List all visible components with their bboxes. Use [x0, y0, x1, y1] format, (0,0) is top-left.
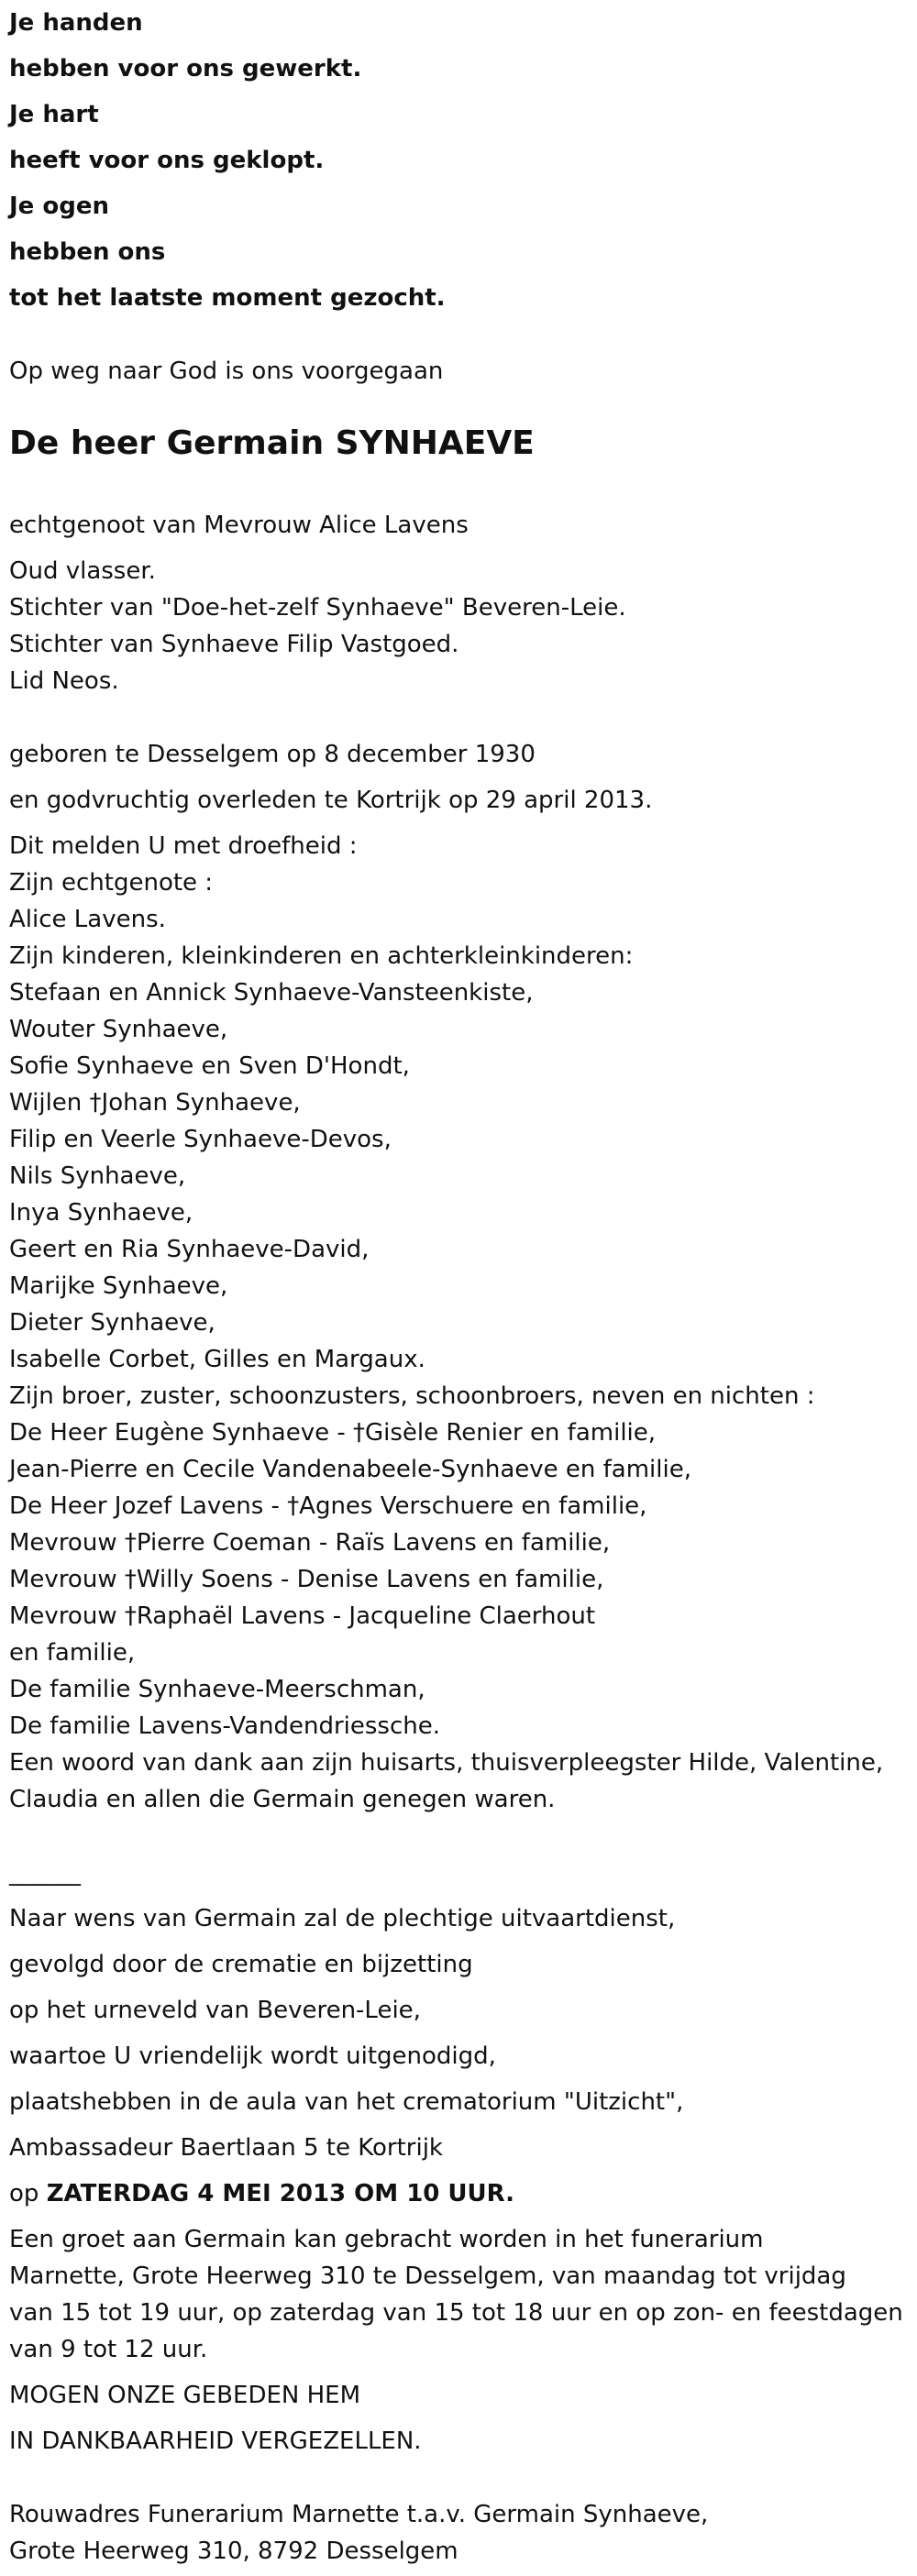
role-line: Lid Neos.: [9, 667, 119, 695]
family-line: Geert en Ria Synhaeve-David,: [9, 1236, 370, 1263]
poem-line: heeft voor ons geklopt.: [9, 147, 325, 174]
family-line: Dit melden U met droefheid :: [9, 832, 358, 860]
poem-line: Je ogen: [9, 193, 109, 220]
role-line: Stichter van Synhaeve Filip Vastgoed.: [9, 631, 459, 658]
family-line: Claudia en allen die Germain genegen waren.: [9, 1786, 556, 1813]
family-line: De Heer Eugène Synhaeve - †Gisèle Renier en familie,: [9, 1419, 657, 1447]
family-line: Een woord van dank aan zijn huisarts, thuisverpleegster Hilde, Valentine,: [9, 1749, 884, 1777]
family-line: De familie Lavens-Vandendriessche.: [9, 1712, 441, 1740]
birth-line: geboren te Desselgem op 8 december 1930: [9, 741, 536, 768]
funeral-date-prefix: op: [9, 2180, 47, 2207]
family-line: Dieter Synhaeve,: [9, 1309, 215, 1337]
family-line: Sofie Synhaeve en Sven D'Hondt,: [9, 1052, 410, 1080]
family-line: Alice Lavens.: [9, 906, 166, 933]
funeral-line: Ambassadeur Baertlaan 5 te Kortrijk: [9, 2134, 443, 2162]
family-line: en familie,: [9, 1639, 136, 1667]
funeral-line: plaatshebben in de aula van het crematorium "Uitzicht",: [9, 2088, 684, 2116]
address-line: Grote Heerweg 310, 8792 Desselgem: [9, 2537, 458, 2565]
visit-line: van 15 tot 19 uur, op zaterdag van 15 tot 18 uur en op zon- en feestdagen: [9, 2299, 903, 2327]
family-line: Stefaan en Annick Synhaeve-Vansteenkiste,: [9, 979, 534, 1007]
visit-line: van 9 tot 12 uur.: [9, 2336, 208, 2363]
closing-line: IN DANKBAARHEID VERGEZELLEN.: [9, 2427, 422, 2455]
family-line: Wijlen †Johan Synhaeve,: [9, 1089, 301, 1117]
family-line: Zijn broer, zuster, schoonzusters, schoonbroers, neven en nichten :: [9, 1382, 815, 1410]
visit-line: Marnette, Grote Heerweg 310 te Desselgem, van maandag tot vrijdag: [9, 2262, 846, 2290]
poem-line: tot het laatste moment gezocht.: [9, 284, 446, 312]
funeral-line: op het urneveld van Beveren-Leie,: [9, 1997, 421, 2024]
death-line: en godvruchtig overleden te Kortrijk op 29 april 2013.: [9, 787, 653, 814]
intro-text: Op weg naar God is ons voorgegaan: [9, 358, 444, 385]
family-line: Nils Synhaeve,: [9, 1162, 186, 1190]
family-line: Wouter Synhaeve,: [9, 1016, 228, 1043]
deceased-name: De heer Germain SYNHAEVE: [9, 424, 535, 462]
role-line: Stichter van "Doe-het-zelf Synhaeve" Beveren-Leie.: [9, 594, 626, 622]
closing-line: MOGEN ONZE GEBEDEN HEM: [9, 2382, 361, 2409]
funeral-date: [9, 2178, 514, 2209]
family-line: Isabelle Corbet, Gilles en Margaux.: [9, 1346, 425, 1373]
family-line: Jean-Pierre en Cecile Vandenabeele-Synhaeve en familie,: [9, 1456, 691, 1483]
poem-line: Je handen: [9, 9, 143, 37]
family-line: Zijn kinderen, kleinkinderen en achterkleinkinderen:: [9, 942, 634, 970]
family-line: Filip en Veerle Synhaeve-Devos,: [9, 1126, 392, 1153]
poem-line: Je hart: [9, 101, 99, 128]
family-line: Mevrouw †Willy Soens - Denise Lavens en familie,: [9, 1566, 604, 1593]
family-line: De Heer Jozef Lavens - †Agnes Verschuere en familie,: [9, 1492, 647, 1520]
funeral-line: waartoe U vriendelijk wordt uitgenodigd,: [9, 2042, 496, 2070]
poem-line: hebben ons: [9, 238, 166, 266]
visit-line: Een groet aan Germain kan gebracht worden in het funerarium: [9, 2226, 764, 2253]
family-line: Mevrouw †Pierre Coeman - Raïs Lavens en familie,: [9, 1529, 611, 1557]
family-line: Inya Synhaeve,: [9, 1199, 193, 1227]
funeral-line: Naar wens van Germain zal de plechtige uitvaartdienst,: [9, 1905, 676, 1932]
family-line: Marijke Synhaeve,: [9, 1272, 228, 1300]
poem-line: hebben voor ons gewerkt.: [9, 55, 362, 83]
spouse-line: echtgenoot van Mevrouw Alice Lavens: [9, 512, 469, 539]
role-line: Oud vlasser.: [9, 557, 156, 585]
family-line: De familie Synhaeve-Meerschman,: [9, 1676, 425, 1703]
family-line: Mevrouw †Raphaël Lavens - Jacqueline Claerhout: [9, 1602, 596, 1630]
funeral-date-value: ZATERDAG 4 MEI 2013 OM 10 UUR.: [46, 2180, 515, 2207]
funeral-line: gevolgd door de crematie en bijzetting: [9, 1951, 473, 1978]
separator: ______: [9, 1859, 81, 1887]
family-line: Zijn echtgenote :: [9, 869, 214, 897]
address-line: Rouwadres Funerarium Marnette t.a.v. Germain Synhaeve,: [9, 2501, 709, 2528]
